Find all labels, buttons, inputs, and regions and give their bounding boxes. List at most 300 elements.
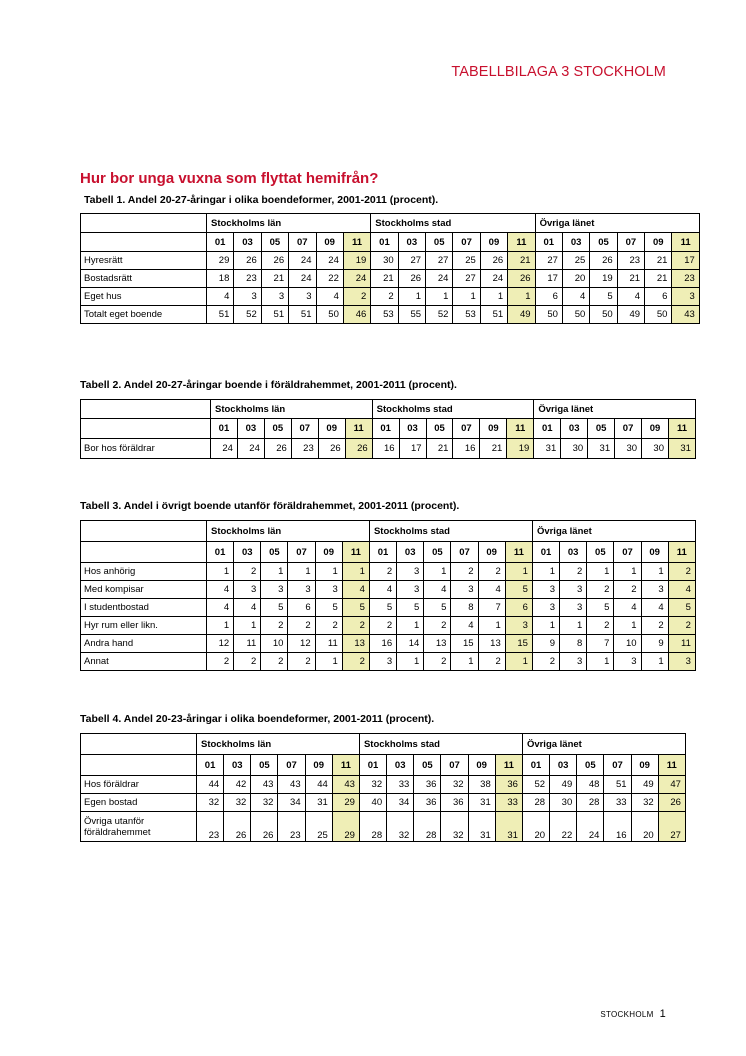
value-cell: 14 xyxy=(397,635,424,653)
value-cell: 4 xyxy=(562,288,589,306)
value-cell: 31 xyxy=(588,439,615,459)
value-cell: 3 xyxy=(614,653,641,671)
value-cell: 6 xyxy=(288,599,315,617)
value-cell: 23 xyxy=(617,252,644,270)
value-cell: 52 xyxy=(234,306,261,324)
year-header: 03 xyxy=(562,233,589,252)
header-corner-cell xyxy=(81,233,207,252)
value-cell: 3 xyxy=(369,653,396,671)
value-cell: 27 xyxy=(398,252,425,270)
year-header: 09 xyxy=(478,542,505,563)
group-header-row xyxy=(81,214,700,233)
value-cell: 26 xyxy=(345,439,372,459)
year-header: 05 xyxy=(261,233,288,252)
value-cell: 3 xyxy=(672,288,699,306)
row-label: Totalt eget boende xyxy=(81,306,207,324)
year-header: 07 xyxy=(453,233,480,252)
year-header: 03 xyxy=(550,755,577,776)
table-2 xyxy=(80,399,696,459)
value-cell: 22 xyxy=(316,270,343,288)
year-header: 07 xyxy=(617,233,644,252)
year-header: 07 xyxy=(614,542,641,563)
value-cell: 15 xyxy=(451,635,478,653)
value-cell: 5 xyxy=(261,599,288,617)
year-header: 01 xyxy=(359,755,386,776)
value-cell: 11 xyxy=(668,635,695,653)
value-cell: 29 xyxy=(207,252,234,270)
value-cell: 5 xyxy=(590,288,617,306)
value-cell: 1 xyxy=(478,617,505,635)
table-row xyxy=(81,288,700,306)
table-row xyxy=(81,306,700,324)
value-cell: 1 xyxy=(560,617,587,635)
value-cell: 53 xyxy=(371,306,398,324)
value-cell: 28 xyxy=(359,812,386,842)
year-header-row xyxy=(81,755,686,776)
value-cell: 3 xyxy=(560,599,587,617)
value-cell: 36 xyxy=(414,794,441,812)
value-cell: 1 xyxy=(398,288,425,306)
value-cell: 16 xyxy=(372,439,399,459)
value-cell: 12 xyxy=(288,635,315,653)
value-cell: 27 xyxy=(426,252,453,270)
year-header: 05 xyxy=(261,542,288,563)
year-header: 01 xyxy=(532,542,559,563)
value-cell: 11 xyxy=(315,635,342,653)
value-cell: 1 xyxy=(614,617,641,635)
value-cell: 4 xyxy=(478,581,505,599)
value-cell: 2 xyxy=(478,563,505,581)
value-cell: 6 xyxy=(505,599,532,617)
value-cell: 16 xyxy=(369,635,396,653)
value-cell: 2 xyxy=(424,617,451,635)
value-cell: 4 xyxy=(668,581,695,599)
value-cell: 4 xyxy=(207,599,234,617)
year-header: 11 xyxy=(495,755,522,776)
year-header: 03 xyxy=(234,233,261,252)
value-cell: 51 xyxy=(289,306,316,324)
value-cell: 18 xyxy=(207,270,234,288)
group-header: Övriga länet xyxy=(532,521,695,542)
value-cell: 1 xyxy=(315,563,342,581)
value-cell: 26 xyxy=(398,270,425,288)
table-4 xyxy=(80,733,686,842)
value-cell: 2 xyxy=(234,563,261,581)
value-cell: 52 xyxy=(426,306,453,324)
value-cell: 25 xyxy=(453,252,480,270)
value-cell: 50 xyxy=(590,306,617,324)
value-cell: 31 xyxy=(305,794,332,812)
value-cell: 31 xyxy=(534,439,561,459)
year-header: 01 xyxy=(535,233,562,252)
value-cell: 21 xyxy=(617,270,644,288)
year-header: 05 xyxy=(264,419,291,439)
year-header: 09 xyxy=(318,419,345,439)
value-cell: 11 xyxy=(234,635,261,653)
year-header: 03 xyxy=(560,542,587,563)
value-cell: 16 xyxy=(453,439,480,459)
value-cell: 53 xyxy=(453,306,480,324)
value-cell: 24 xyxy=(426,270,453,288)
value-cell: 32 xyxy=(359,776,386,794)
table-3 xyxy=(80,520,696,671)
table-row xyxy=(81,635,696,653)
value-cell: 32 xyxy=(441,776,468,794)
year-header: 05 xyxy=(587,542,614,563)
year-header: 03 xyxy=(234,542,261,563)
value-cell: 12 xyxy=(207,635,234,653)
value-cell: 3 xyxy=(261,288,288,306)
value-cell: 3 xyxy=(289,288,316,306)
row-label: Annat xyxy=(81,653,207,671)
value-cell: 21 xyxy=(371,270,398,288)
value-cell: 26 xyxy=(234,252,261,270)
value-cell: 21 xyxy=(261,270,288,288)
value-cell: 17 xyxy=(399,439,426,459)
year-header: 01 xyxy=(522,755,549,776)
year-header: 11 xyxy=(345,419,372,439)
year-header: 09 xyxy=(315,542,342,563)
value-cell: 24 xyxy=(237,439,264,459)
value-cell: 55 xyxy=(398,306,425,324)
year-header: 01 xyxy=(372,419,399,439)
value-cell: 3 xyxy=(532,581,559,599)
page-number: 1 xyxy=(659,1008,666,1020)
value-cell: 4 xyxy=(614,599,641,617)
value-cell: 32 xyxy=(251,794,278,812)
value-cell: 24 xyxy=(316,252,343,270)
year-header: 01 xyxy=(369,542,396,563)
value-cell: 1 xyxy=(505,563,532,581)
value-cell: 1 xyxy=(342,563,369,581)
value-cell: 21 xyxy=(645,270,672,288)
value-cell: 33 xyxy=(604,794,631,812)
value-cell: 2 xyxy=(342,617,369,635)
value-cell: 26 xyxy=(318,439,345,459)
value-cell: 32 xyxy=(224,794,251,812)
value-cell: 1 xyxy=(453,288,480,306)
value-cell: 1 xyxy=(587,563,614,581)
page-title: Hur bor unga vuxna som flyttat hemifrån? xyxy=(80,170,379,187)
table-row xyxy=(81,617,696,635)
value-cell: 28 xyxy=(414,812,441,842)
value-cell: 15 xyxy=(505,635,532,653)
year-header: 01 xyxy=(371,233,398,252)
value-cell: 30 xyxy=(550,794,577,812)
value-cell: 36 xyxy=(414,776,441,794)
group-header: Övriga länet xyxy=(535,214,699,233)
value-cell: 28 xyxy=(577,794,604,812)
value-cell: 2 xyxy=(587,617,614,635)
header-corner-cell xyxy=(81,542,207,563)
year-header: 11 xyxy=(507,419,534,439)
value-cell: 33 xyxy=(495,794,522,812)
value-cell: 24 xyxy=(289,252,316,270)
value-cell: 5 xyxy=(505,581,532,599)
header-corner-cell xyxy=(81,419,211,439)
value-cell: 3 xyxy=(261,581,288,599)
value-cell: 4 xyxy=(369,581,396,599)
year-header: 07 xyxy=(451,542,478,563)
row-label: Hyresrätt xyxy=(81,252,207,270)
value-cell: 49 xyxy=(550,776,577,794)
value-cell: 26 xyxy=(261,252,288,270)
value-cell: 2 xyxy=(315,617,342,635)
year-header: 07 xyxy=(453,419,480,439)
value-cell: 42 xyxy=(224,776,251,794)
value-cell: 48 xyxy=(577,776,604,794)
value-cell: 29 xyxy=(332,812,359,842)
value-cell: 51 xyxy=(261,306,288,324)
value-cell: 2 xyxy=(371,288,398,306)
value-cell: 20 xyxy=(631,812,658,842)
table-row xyxy=(81,581,696,599)
value-cell: 5 xyxy=(424,599,451,617)
value-cell: 1 xyxy=(614,563,641,581)
value-cell: 20 xyxy=(562,270,589,288)
year-header: 09 xyxy=(642,419,669,439)
value-cell: 4 xyxy=(641,599,668,617)
value-cell: 43 xyxy=(672,306,699,324)
value-cell: 2 xyxy=(532,653,559,671)
year-header: 03 xyxy=(224,755,251,776)
value-cell: 27 xyxy=(658,812,685,842)
value-cell: 34 xyxy=(387,794,414,812)
group-header-row xyxy=(81,400,696,419)
value-cell: 19 xyxy=(507,439,534,459)
value-cell: 50 xyxy=(535,306,562,324)
value-cell: 31 xyxy=(669,439,696,459)
value-cell: 26 xyxy=(590,252,617,270)
value-cell: 3 xyxy=(641,581,668,599)
group-header: Övriga länet xyxy=(534,400,696,419)
value-cell: 2 xyxy=(668,617,695,635)
value-cell: 1 xyxy=(587,653,614,671)
value-cell: 1 xyxy=(508,288,535,306)
year-header-row xyxy=(81,419,696,439)
table-row xyxy=(81,776,686,794)
value-cell: 23 xyxy=(197,812,224,842)
value-cell: 4 xyxy=(234,599,261,617)
row-label: Andra hand xyxy=(81,635,207,653)
value-cell: 1 xyxy=(397,617,424,635)
value-cell: 21 xyxy=(645,252,672,270)
value-cell: 2 xyxy=(424,653,451,671)
value-cell: 32 xyxy=(197,794,224,812)
year-header: 11 xyxy=(332,755,359,776)
value-cell: 1 xyxy=(288,563,315,581)
value-cell: 31 xyxy=(495,812,522,842)
value-cell: 2 xyxy=(288,653,315,671)
value-cell: 13 xyxy=(424,635,451,653)
value-cell: 27 xyxy=(453,270,480,288)
value-cell: 1 xyxy=(641,653,668,671)
value-cell: 25 xyxy=(562,252,589,270)
year-header: 03 xyxy=(561,419,588,439)
group-header: Stockholms stad xyxy=(359,734,522,755)
year-header: 11 xyxy=(669,419,696,439)
group-header: Stockholms stad xyxy=(369,521,532,542)
value-cell: 1 xyxy=(234,617,261,635)
value-cell: 22 xyxy=(550,812,577,842)
value-cell: 43 xyxy=(251,776,278,794)
value-cell: 10 xyxy=(614,635,641,653)
year-header: 09 xyxy=(316,233,343,252)
value-cell: 51 xyxy=(604,776,631,794)
value-cell: 5 xyxy=(369,599,396,617)
value-cell: 5 xyxy=(587,599,614,617)
year-header: 01 xyxy=(207,233,234,252)
year-header: 03 xyxy=(237,419,264,439)
table-3-caption: Tabell 3. Andel i övrigt boende utanför föräldrahemmet, 2001-2011 (procent). xyxy=(80,500,460,512)
value-cell: 36 xyxy=(495,776,522,794)
value-cell: 2 xyxy=(342,653,369,671)
value-cell: 8 xyxy=(560,635,587,653)
value-cell: 9 xyxy=(532,635,559,653)
value-cell: 46 xyxy=(343,306,370,324)
value-cell: 21 xyxy=(426,439,453,459)
row-label: Hyr rum eller likn. xyxy=(81,617,207,635)
value-cell: 26 xyxy=(251,812,278,842)
value-cell: 24 xyxy=(289,270,316,288)
value-cell: 24 xyxy=(577,812,604,842)
value-cell: 4 xyxy=(342,581,369,599)
value-cell: 4 xyxy=(316,288,343,306)
value-cell: 6 xyxy=(645,288,672,306)
value-cell: 3 xyxy=(451,581,478,599)
value-cell: 2 xyxy=(369,563,396,581)
year-header: 05 xyxy=(590,233,617,252)
value-cell: 2 xyxy=(451,563,478,581)
year-header: 09 xyxy=(631,755,658,776)
value-cell: 2 xyxy=(614,581,641,599)
year-header: 11 xyxy=(668,542,695,563)
value-cell: 1 xyxy=(532,617,559,635)
header-corner-cell xyxy=(81,400,211,419)
header-corner-cell xyxy=(81,755,197,776)
header-corner-cell xyxy=(81,734,197,755)
value-cell: 32 xyxy=(387,812,414,842)
value-cell: 51 xyxy=(207,306,234,324)
value-cell: 28 xyxy=(522,794,549,812)
value-cell: 4 xyxy=(207,581,234,599)
value-cell: 17 xyxy=(535,270,562,288)
value-cell: 36 xyxy=(441,794,468,812)
year-header: 01 xyxy=(207,542,234,563)
header-corner-cell xyxy=(81,214,207,233)
value-cell: 50 xyxy=(645,306,672,324)
value-cell: 32 xyxy=(441,812,468,842)
table-row xyxy=(81,794,686,812)
value-cell: 3 xyxy=(397,563,424,581)
value-cell: 30 xyxy=(561,439,588,459)
value-cell: 2 xyxy=(478,653,505,671)
value-cell: 49 xyxy=(617,306,644,324)
value-cell: 49 xyxy=(631,776,658,794)
value-cell: 29 xyxy=(332,794,359,812)
year-header: 07 xyxy=(615,419,642,439)
value-cell: 30 xyxy=(371,252,398,270)
row-label: Bor hos föräldrar xyxy=(81,439,211,459)
value-cell: 9 xyxy=(641,635,668,653)
year-header: 03 xyxy=(387,755,414,776)
row-label: Hos anhörig xyxy=(81,563,207,581)
value-cell: 5 xyxy=(397,599,424,617)
value-cell: 4 xyxy=(451,617,478,635)
value-cell: 52 xyxy=(522,776,549,794)
table-1 xyxy=(80,213,700,324)
year-header-row xyxy=(81,233,700,252)
year-header: 09 xyxy=(468,755,495,776)
value-cell: 26 xyxy=(264,439,291,459)
value-cell: 5 xyxy=(668,599,695,617)
value-cell: 3 xyxy=(234,288,261,306)
year-header: 09 xyxy=(480,233,507,252)
document-header: TABELLBILAGA 3 STOCKHOLM xyxy=(451,64,666,80)
value-cell: 34 xyxy=(278,794,305,812)
table-row xyxy=(81,599,696,617)
value-cell: 1 xyxy=(424,563,451,581)
value-cell: 3 xyxy=(315,581,342,599)
value-cell: 47 xyxy=(658,776,685,794)
year-header: 07 xyxy=(289,233,316,252)
year-header: 03 xyxy=(397,542,424,563)
table-row xyxy=(81,252,700,270)
value-cell: 3 xyxy=(560,581,587,599)
value-cell: 51 xyxy=(480,306,507,324)
value-cell: 30 xyxy=(615,439,642,459)
year-header: 05 xyxy=(588,419,615,439)
value-cell: 1 xyxy=(451,653,478,671)
value-cell: 2 xyxy=(261,617,288,635)
group-header: Övriga länet xyxy=(522,734,685,755)
value-cell: 13 xyxy=(342,635,369,653)
value-cell: 1 xyxy=(397,653,424,671)
value-cell: 23 xyxy=(234,270,261,288)
value-cell: 2 xyxy=(641,617,668,635)
group-header: Stockholms län xyxy=(197,734,360,755)
value-cell: 17 xyxy=(672,252,699,270)
group-header-row xyxy=(81,734,686,755)
value-cell: 26 xyxy=(658,794,685,812)
year-header: 01 xyxy=(197,755,224,776)
value-cell: 1 xyxy=(261,563,288,581)
year-header: 09 xyxy=(480,419,507,439)
value-cell: 23 xyxy=(291,439,318,459)
year-header: 01 xyxy=(534,419,561,439)
year-header: 05 xyxy=(414,755,441,776)
value-cell: 1 xyxy=(426,288,453,306)
header-corner-cell xyxy=(81,521,207,542)
table-row xyxy=(81,653,696,671)
table-row xyxy=(81,563,696,581)
value-cell: 23 xyxy=(672,270,699,288)
value-cell: 3 xyxy=(560,653,587,671)
year-header: 11 xyxy=(508,233,535,252)
year-header: 03 xyxy=(398,233,425,252)
value-cell: 3 xyxy=(288,581,315,599)
value-cell: 3 xyxy=(397,581,424,599)
year-header: 11 xyxy=(343,233,370,252)
value-cell: 1 xyxy=(532,563,559,581)
value-cell: 10 xyxy=(261,635,288,653)
value-cell: 4 xyxy=(424,581,451,599)
value-cell: 4 xyxy=(617,288,644,306)
value-cell: 23 xyxy=(278,812,305,842)
value-cell: 44 xyxy=(305,776,332,794)
value-cell: 50 xyxy=(562,306,589,324)
value-cell: 2 xyxy=(261,653,288,671)
